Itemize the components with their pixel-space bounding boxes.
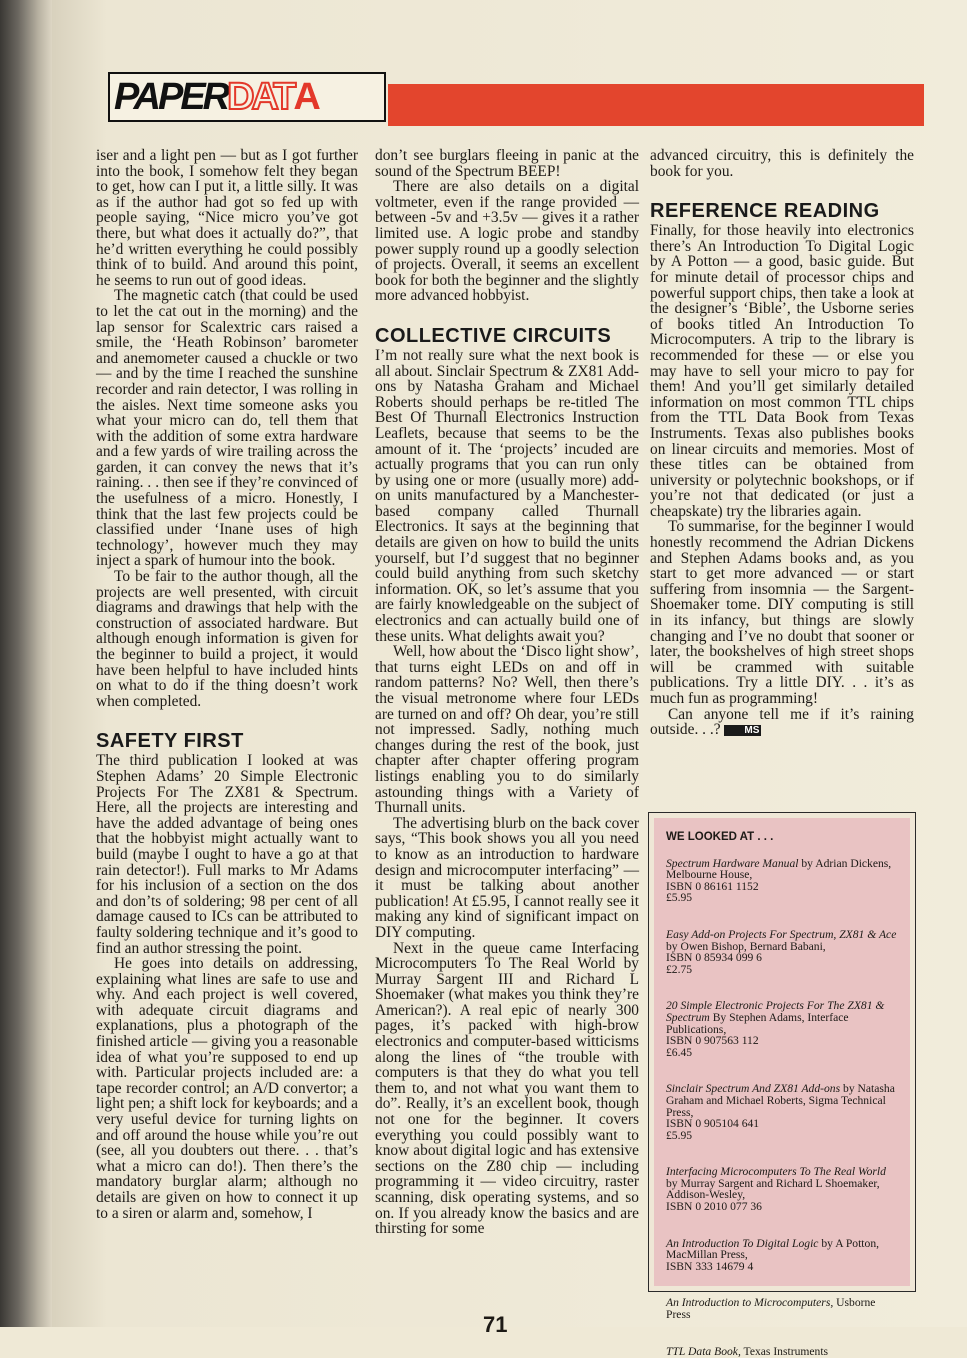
author-signoff-tag: MS xyxy=(724,725,761,736)
book-title: An Introduction To Digital Logic xyxy=(666,1236,819,1250)
book-title: Interfacing Microcomputers To The Real World xyxy=(666,1165,886,1179)
book-entry xyxy=(666,1083,898,1141)
book-isbn: ISBN 333 14679 4 xyxy=(666,1259,754,1273)
page-number: 71 xyxy=(483,1312,508,1337)
paragraph: Finally, for those heavily into electronics there’s An Introduction To Digital Logic by A Potton — a good, basic guide. But for minute detail of processor chips and powerful support chips, then take a look at the designer’s ‘Bible’, the Usborne series of books titled An Introduction To Microcomputers. A trip to the library is recommended for these — or else you may have to sell your micro to pay for them! And you’ll get similarly detailed information on most common TTL chips from the TTL Data Book from Texas Instruments. Texas also publishes books on linear circuits and memories. Most of these titles can be obtained from university or polytechnic bookshops, or if you’re not that dedicated (or just a cheapskate) try the libraries again. xyxy=(650,222,914,520)
book-author-publisher: Usborne Press xyxy=(666,1296,876,1322)
book-price: £6.45 xyxy=(666,1045,693,1059)
paragraph: I’m not really sure what the next book is all about. Sinclair Spectrum & ZX81 Add-ons by Natasha Graham and Michael Roberts should perhaps be re-titled The Best Of Thurnall Electronics Instruction Leaflets, because that seems to be the amount of it. The ‘projects’ incuded are actually programs that you can run only by using one or more (usually more) add-on units manufactured by a Manchester-based company called Thurnall Electronics. It says at the beginning that details are given on how to build the units yourself, but I’d suggest that no beginner could build anything from such sketchy information. OK, so let’s assume that you are fairly knowledgeable on the subject of electronics and can actually build one of these units. What delights await you? xyxy=(375,346,639,645)
logo-part-dat: DAT xyxy=(227,75,294,118)
paragraph: To be fair to the author though, all the projects are well presented, with circuit diagrams and drawings that help with the construction of associated hardware. But although enough information is given for the beginner to build a project, it would have been helpful to have included hints on what to do if the thing doesn’t work when completed. xyxy=(96,568,358,710)
book-author-publisher: by A Potton, MacMillan Press, xyxy=(666,1236,880,1262)
book-isbn: ISBN 0 907563 112 xyxy=(666,1034,759,1048)
book-entry xyxy=(666,1297,898,1320)
book-entry xyxy=(666,1238,898,1273)
book-price: £5.95 xyxy=(666,1128,693,1142)
paragraph: don’t see burglars fleeing in panic at the sound of the Spectrum BEEP! xyxy=(375,147,639,180)
paragraph: advanced circuitry, this is definitely the book for you. xyxy=(650,147,914,180)
section-heading-reference-reading: REFERENCE READING xyxy=(650,200,880,223)
book-entry xyxy=(666,1346,898,1358)
paragraph: Well, how about the ‘Disco light show’, that turns eight LEDs on and off in random patterns? No? Well, then there’s the visual metronome where four LEDs are turned on and off? Oh dear, you’re still not impressed. Sadly, nothing much changes during the rest of the book, just chapter after chapter offering program listings enabling you to do similarly astounding things with a Variety of Thurnall units. xyxy=(375,643,639,817)
paragraph: The third publication I looked at was Stephen Adams’ 20 Simple Electronic Projects For The ZX81 & Spectrum. Here, all the projects are interesting and have the added advantage of being ones that the hobbyist might actually want to build (maybe I ought to have a go at that rain detector!). Full marks to Mr Adams for his inclusion of a section on the dos and don’ts of soldering; 98 per cent of all damage caused to ICs can be attributed to faulty soldering technique and it’s good to find an author stressing the point. xyxy=(96,752,358,957)
paragraph: Next in the queue came Interfacing Microcomputers To The Real World by Murray Sargent III and Richard L Shoemaker (what makes you think they’re American?). A real epic of nearly 300 pages, it’s packed with high-brow electronics and computer-based witticisms along the lines of “the trouble with computers is that they do what you tell them to, and not what you want them to do”. Really, it’s an excellent book, though not one for the beginner. It covers everything you could possibly want to know about digital logic and has extensive sections on the Z80 chip — including programming it — video circuitry, raster scanning, disk operating systems, and so on. If you already know the basics and are thirsting for some xyxy=(375,939,639,1238)
box-heading: WE LOOKED AT . . . xyxy=(666,831,774,843)
book-list xyxy=(666,858,898,1358)
book-isbn: ISBN 0 905104 641 xyxy=(666,1117,760,1131)
column-2 xyxy=(375,148,639,1237)
book-title: Sinclair Spectrum And ZX81 Add-ons xyxy=(666,1082,841,1096)
book-title: TTL Data Book, xyxy=(666,1344,741,1358)
book-author-publisher: by Natasha Graham and Michael Roberts, Sigma Technical Press, xyxy=(666,1082,895,1119)
book-title: 20 Simple Electronic Projects For The ZX81 & Spectrum xyxy=(666,999,885,1024)
paragraph: He goes into details on addressing, explaining what lines are safe to use and why. And each project is well covered, with adequate circuit diagrams and explanations, plus a photograph of the finished article — giving you a reasonable idea of what you’re supposed to end up with. Particular projects included are: a tape recorder control; an A/D convertor; a light pen; a shift lock for keyboards; and a very useful device for turning lights on and off around the house while you’re out (see, all you doubters out there. . . that’s what a micro can do!). Then there’s the mandatory burglar alarm; although no details are given on how to connect it up to a siren or alarm and, somehow, I xyxy=(96,955,358,1222)
book-author-publisher: Texas Instruments xyxy=(743,1344,829,1358)
book-isbn: ISBN 0 2010 077 36 xyxy=(666,1200,762,1214)
column-1 xyxy=(96,148,358,1221)
column-3 xyxy=(650,148,914,738)
paragraph: iser and a light pen — but as I got further into the book, I somehow felt they began to get, how can I put it, a little silly. It was as if the author had got so fed up with people saying, “Nice micro you’ve got there, but what does it actually do?”, that he’d written everything he could possibly think of to build. And around this point, he seems to run out of good ideas. xyxy=(96,147,358,289)
we-looked-at-panel xyxy=(654,818,910,1358)
book-author-publisher: by Adrian Dickens, Melbourne House, xyxy=(666,856,892,882)
book-title: Easy Add-on Projects For Spectrum, ZX81 & Ace xyxy=(666,927,897,941)
book-entry xyxy=(666,1000,898,1058)
book-entry xyxy=(666,858,898,904)
paragraph: To summarise, for the beginner I would honestly recommend the Adrian Dickens and Stephen Adams books and, as you start to get more advanced — or start suffering from insomnia — the Sargent-Shoemaker tome. DIY computing is still in its infancy, but things are slowly changing and I’ve no doubt that sooner or later, the bookshelves of high street shops will be crammed with suitable publications. Try a little DIY. . . it’s as much fun as programming! xyxy=(650,518,914,707)
logo-part-a: A xyxy=(293,75,318,118)
masthead-red-bar xyxy=(388,84,924,126)
paragraph xyxy=(650,707,914,738)
paragraph: The advertising blurb on the back cover says, “This book shows you all you need to know as an introduction to hardware design and microcomputer interfacing” — it must be talking about another publication! At £5.95, I cannot really see it making any kind of significant impact on DIY computing. xyxy=(375,814,639,941)
book-isbn: ISBN 0 85934 099 6 xyxy=(666,951,762,965)
book-price: £2.75 xyxy=(666,962,693,976)
logo-part-paper: PAPER xyxy=(114,75,228,118)
we-looked-at-box xyxy=(648,812,916,1358)
section-heading-safety-first: SAFETY FIRST xyxy=(96,730,244,753)
paragraph: There are also details on a digital voltmeter, even if the range provided — between -5v and +3.5v — gives it a rather limited use. A logic probe and standby power supply round up a goodly selection of projects. Overall, it seems an excellent book for both the beginner and the slightly more advanced hobbyist. xyxy=(375,178,639,305)
book-entry xyxy=(666,929,898,975)
paper-data-logo xyxy=(108,72,386,122)
closing-line: Can anyone tell me if it’s raining outside. . .? xyxy=(650,705,914,739)
book-entry xyxy=(666,1166,898,1212)
book-author-publisher: by Owen Bishop, Bernard Babani, xyxy=(666,939,826,953)
book-author-publisher: by Murray Sargent and Richard L Shoemaker, Addison-Wesley, xyxy=(666,1176,880,1202)
book-title: Spectrum Hardware Manual xyxy=(666,856,799,870)
section-heading-collective-circuits: COLLECTIVE CIRCUITS xyxy=(375,324,612,347)
book-isbn: ISBN 0 86161 1152 xyxy=(666,879,759,893)
binding-spine xyxy=(0,0,52,1327)
paragraph: The magnetic catch (that could be used to let the cat out in the morning) and the lap sensor for Scalextric cars raised a smile, the ‘Heath Robinson’ barometer and anemometer caused a chuckle or two — and by the time I reached the sunshine recorder and rain detector, I was rolling in the aisles. Next time someone asks you what your micro can do, tell them that with the addition of some extra hardware and a few yards of wire trailing across the garden, it can convey the news that it’s raining. . . then see if they’re convinced of the usefulness of a micro. Honestly, I think that the last few projects could be classified under ‘Inane uses of high technology’, however much they may inject a spark of humour into the book. xyxy=(96,287,358,570)
book-author-publisher: By Stephen Adams, Interface Publications, xyxy=(666,1010,849,1036)
masthead xyxy=(108,72,918,122)
book-title: An Introduction to Microcomputers, xyxy=(666,1296,834,1310)
book-price: £5.95 xyxy=(666,891,693,905)
